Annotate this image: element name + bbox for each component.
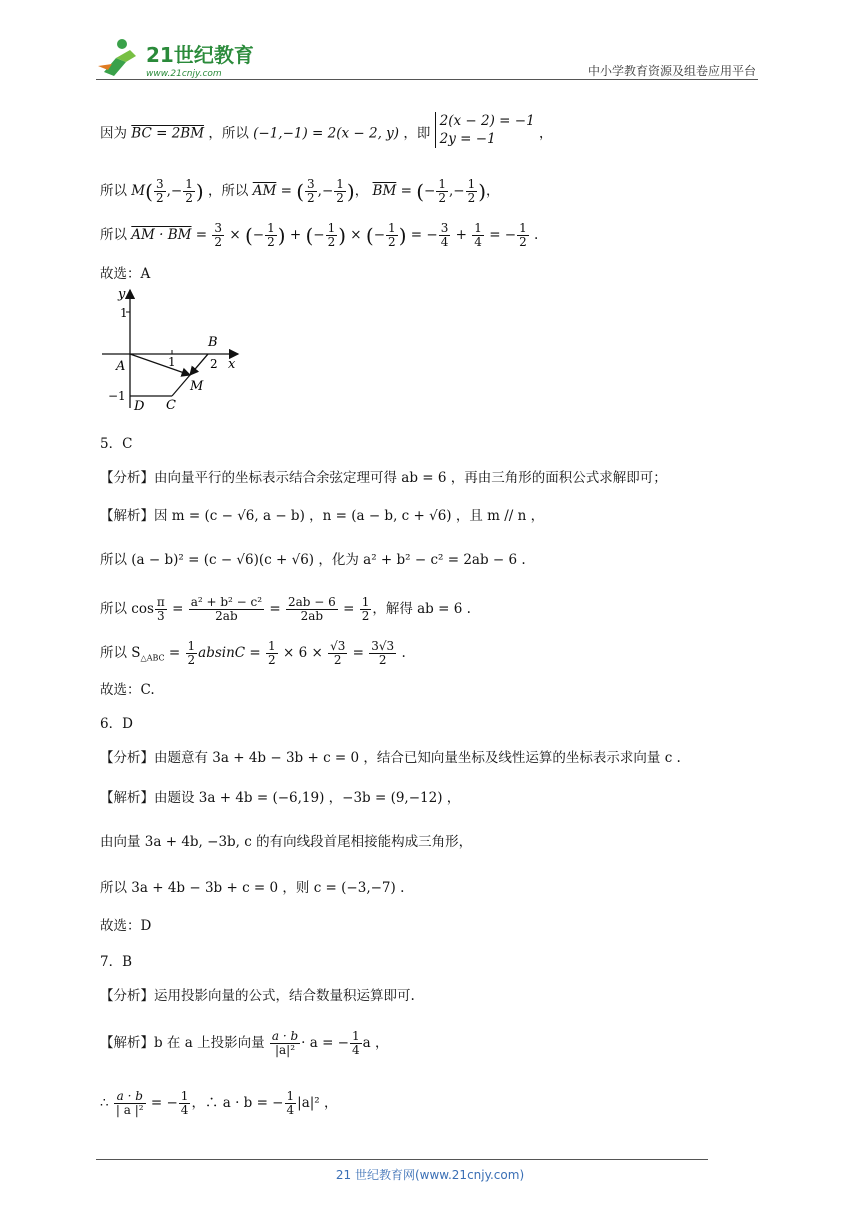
footer-link[interactable]: 21 世纪教育网(www.21cnjy.com) (335, 1168, 525, 1182)
footer-divider (96, 1159, 708, 1160)
answer-4: 故选：A (100, 266, 151, 282)
line-dot-product: 所以 AM · BM = $\frac{3}{2}$ × (− $\frac{1}{2}$ ) + (− $\frac{1}{2}$ ) × (− $\frac{1}{2}$ ) = − $\frac{3}{4}$ + $\frac{1}{4}$ = − $\frac{1}{2}$ . (100, 221, 539, 249)
line-bc-2bm: 因为 BC = 2BM ，所以 (−1,−1) = 2(x − 2, y) ，即 2(x − 2) = −1 2y = −1 ， (100, 113, 553, 147)
analysis-7: 【分析】运用投影向量的公式，结合数量积运算即可. (100, 988, 415, 1004)
platform-title: 中小学教育资源及组卷应用平台 (587, 64, 756, 78)
svg-text:1: 1 (168, 355, 176, 369)
answer-5: 故选：C. (100, 682, 155, 698)
question-7: 7．B (100, 954, 133, 970)
solution-5-line1: 【解析】因 m = (c − √6, a − b) ，n = (a − b, c + √6) ，且 m // n ， (100, 508, 545, 524)
svg-text:www.21cnjy.com: www.21cnjy.com (146, 69, 222, 79)
svg-text:x: x (228, 357, 236, 372)
svg-text:21世纪教育: 21世纪教育 (146, 43, 254, 67)
solution-6-line1: 【解析】由题设 3a + 4b = (−6,19) ，−3b = (9,−12) ， (100, 790, 461, 806)
analysis-6: 【分析】由题意有 3a + 4b − 3b + c = 0 ，结合已知向量坐标及线性运算的坐标表示求向量 c . (100, 750, 681, 766)
svg-text:1: 1 (120, 306, 128, 320)
svg-text:C: C (166, 398, 176, 413)
equation-system: 2(x − 2) = −1 2y = −1 (435, 112, 535, 148)
svg-text:A: A (116, 359, 126, 374)
coordinate-figure (100, 284, 250, 414)
svg-text:B: B (208, 335, 218, 350)
svg-text:M: M (190, 379, 204, 394)
solution-5-line2: 所以 (a − b)² = (c − √6)(c + √6) ，化为 a² + b² − c² = 2ab − 6 . (100, 552, 526, 568)
svg-text:−1: −1 (108, 389, 126, 403)
vector-am (130, 354, 190, 375)
svg-text:2: 2 (210, 357, 218, 371)
solution-7-line1: 【解析】b 在 a 上投影向量 $\frac{a \cdot b}{\text{|a|²}}$ · a = − $\frac{1}{4}$ a ， (100, 1029, 389, 1057)
solution-5-line3: 所以 cos $\frac{\pi}{3}$ = $\frac{\text{a² + b² − c²}}{2ab}$ = $\frac{2ab - 6}{2ab}$ = $\frac{1}{2}$ ，解得 ab = 6 . (100, 595, 471, 623)
line-m-am-bm: 所以 M( $\frac{3}{2}$ ,− $\frac{1}{2}$ ) ，所以 $\overline{AM}$ = ( $\frac{3}{2}$ ,− $\frac{1}{2}$ )， $\overline{BM}$ = (− $\frac{1}{2}$ ,− $\frac{1}{2}$ )， (100, 177, 500, 205)
site-logo (96, 36, 266, 80)
answer-6: 故选：D (100, 918, 152, 934)
question-6: 6．D (100, 716, 133, 732)
solution-6-line3: 所以 3a + 4b − 3b + c = 0 ，则 c = (−3,−7) . (100, 880, 405, 896)
svg-text:y: y (118, 287, 126, 302)
runner-logo-icon (96, 36, 266, 80)
analysis-5: 【分析】由向量平行的坐标表示结合余弦定理可得 ab = 6 ，再由三角形的面积公式求解即可； (100, 470, 667, 486)
question-5: 5．C (100, 436, 133, 452)
svg-text:D: D (134, 399, 145, 414)
solution-5-line4: 所以 $S_{\triangle ABC}$ = $\frac{1}{2}$ absinC = $\frac{1}{2}$ × 6 × $\frac{√3}{2}$ = $\frac{3√3}{2}$ . (100, 639, 406, 667)
vector-bm (190, 354, 208, 375)
solution-7-line2: ∴ $\frac{a \cdot b}{\text{| a |²}}$ = − $\frac{1}{4}$ ，∴ a · b = − $\frac{1}{4}$ |a|² ， (100, 1089, 338, 1117)
header-divider (96, 79, 758, 80)
solution-6-line2: 由向量 3a + 4b, −3b, c 的有向线段首尾相接能构成三角形， (100, 834, 473, 850)
